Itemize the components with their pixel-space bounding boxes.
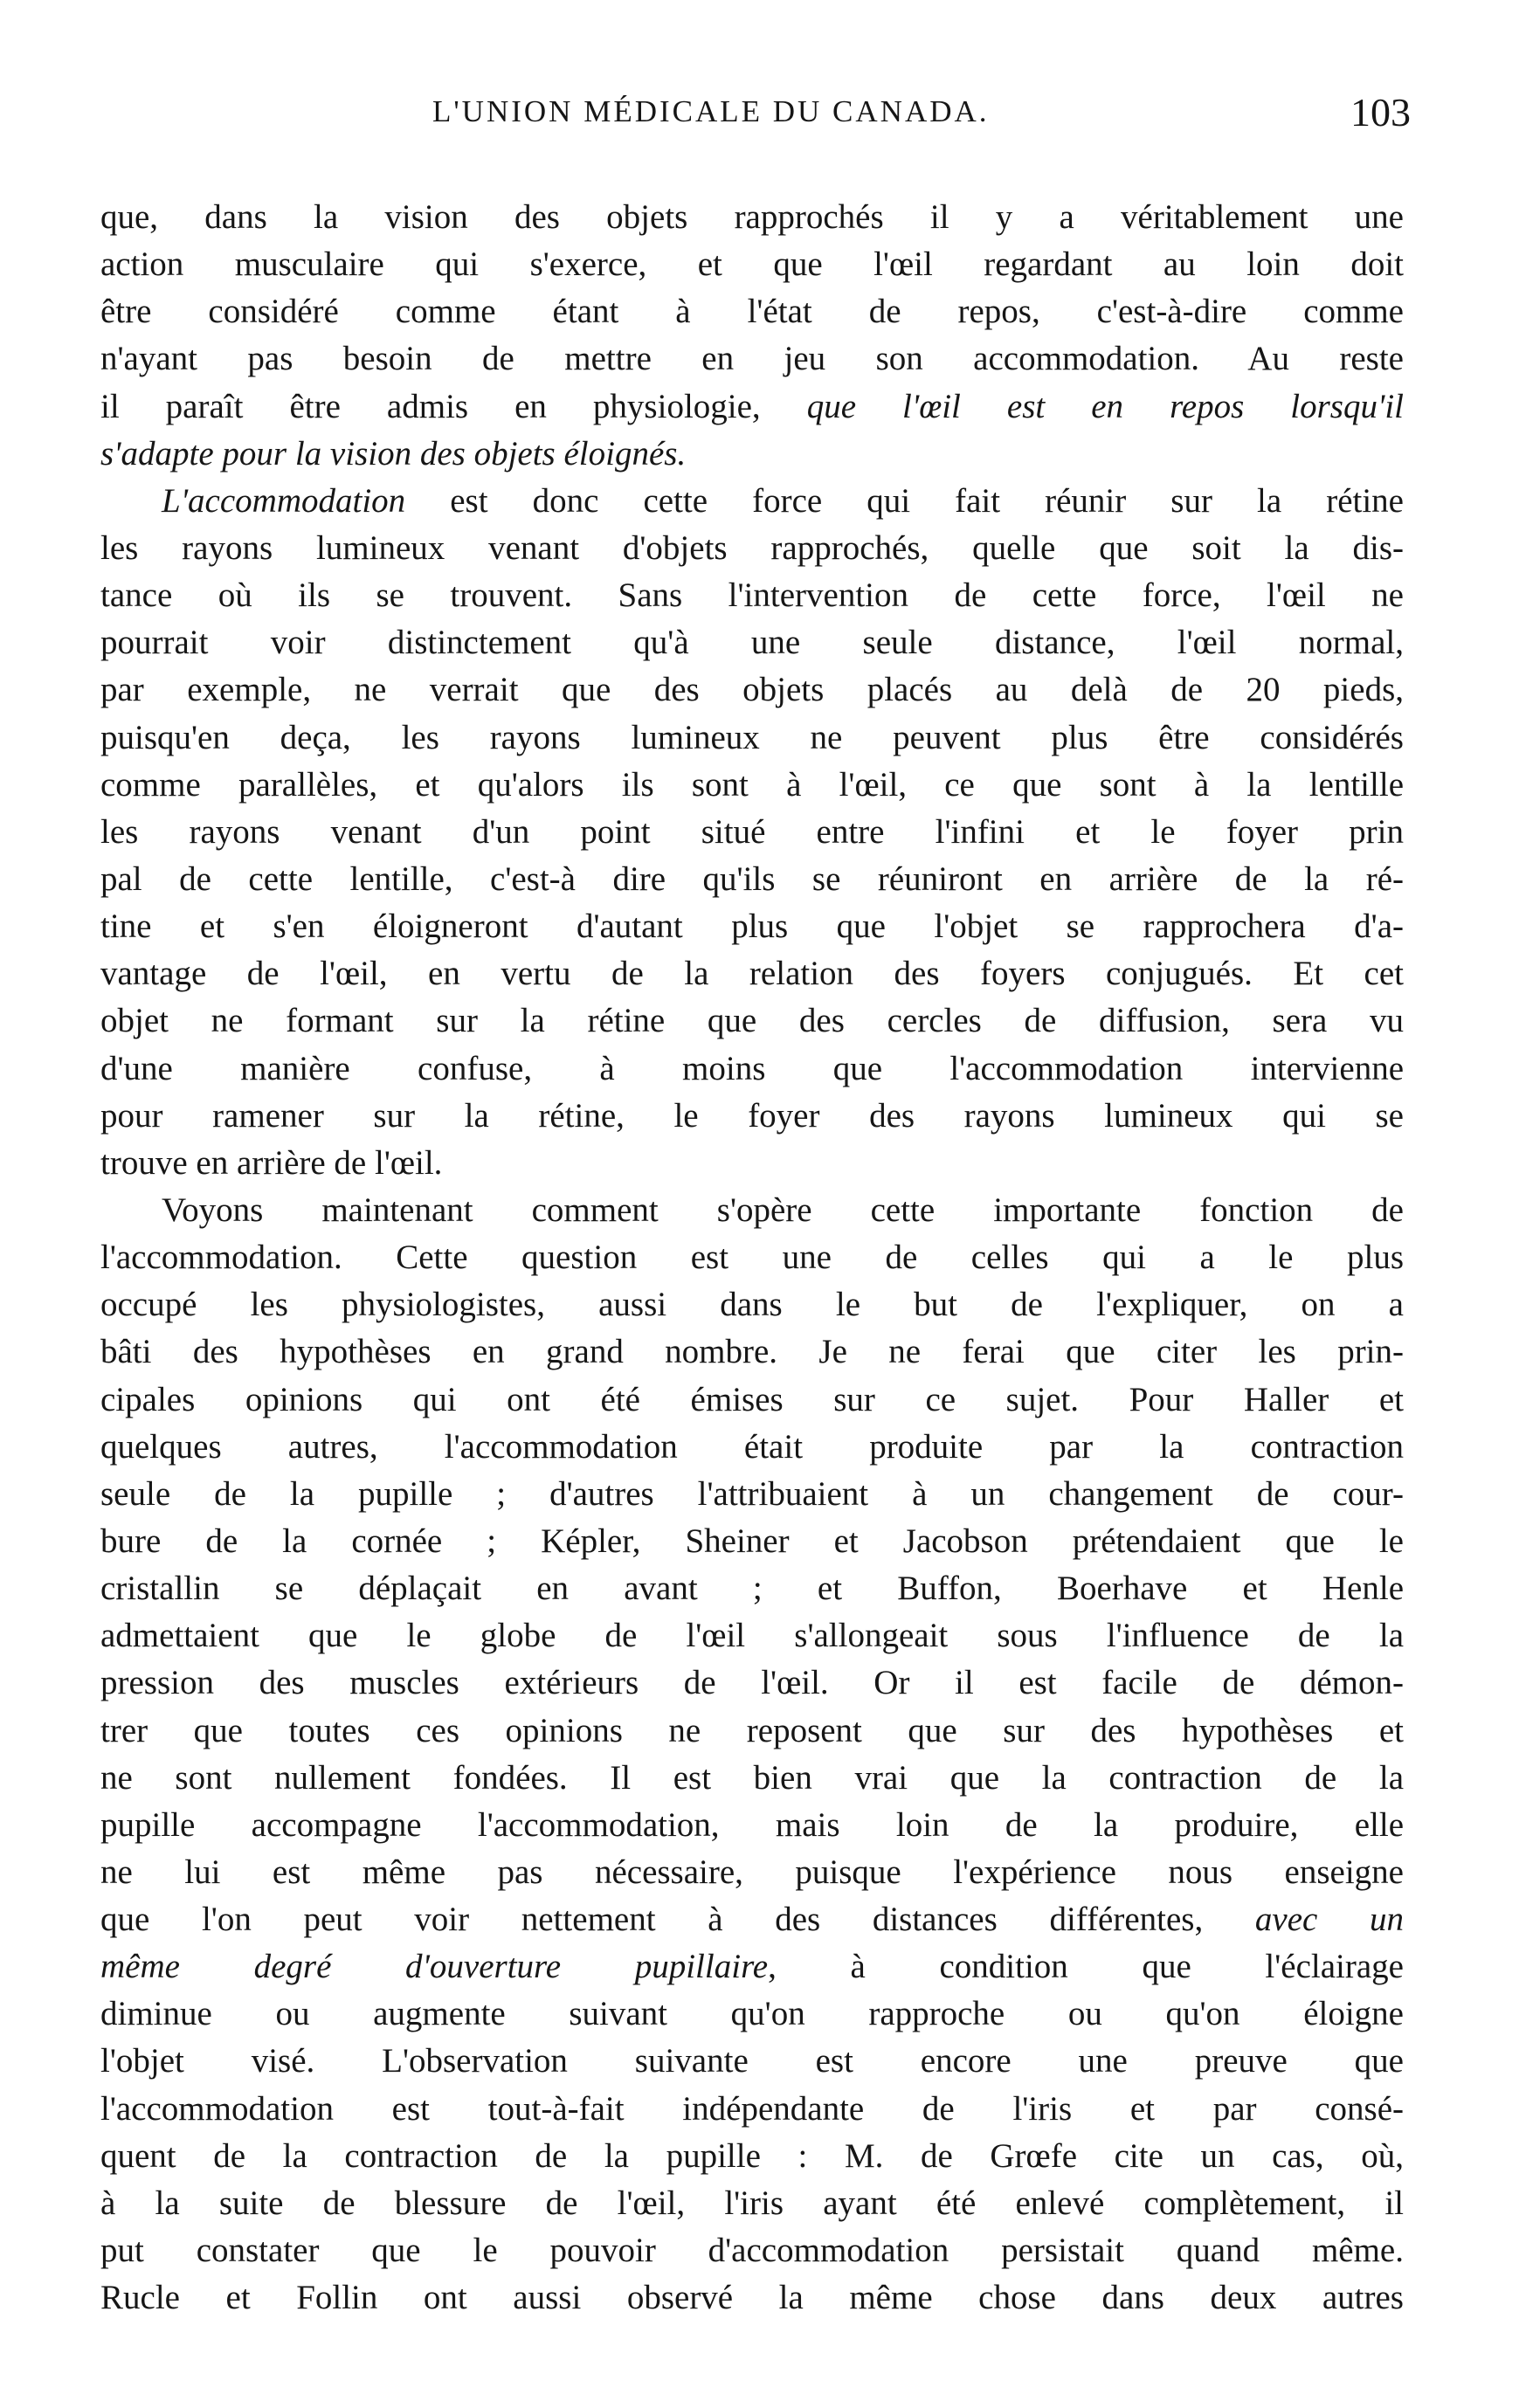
text-line (100, 1943, 1404, 1991)
text-line (100, 1376, 1404, 1424)
text-line (100, 762, 1404, 809)
text-line (100, 1281, 1404, 1328)
text-run: seule de la pupille ; d'autres l'attribuaient à un changement de cour- (100, 1474, 1404, 1513)
text-run: objet ne formant sur la rétine que des cercles de diffusion, sera vu (100, 1002, 1404, 1040)
text-run: pal de cette lentille, c'est-à dire qu'ils se réuniront en arrière de la ré- (100, 859, 1404, 898)
text-line (100, 1187, 1404, 1234)
text-line (100, 903, 1404, 950)
text-run: bure de la cornée ; Képler, Sheiner et Jacobson prétendaient que le (100, 1521, 1404, 1560)
text-line (100, 714, 1404, 762)
text-line (100, 666, 1404, 714)
italic-text-run: que l'œil est en repos lorsqu'il (806, 387, 1404, 425)
text-run: cipales opinions qui ont été émises sur ce sujet. Pour Haller et (100, 1380, 1404, 1418)
text-line (100, 809, 1404, 856)
text-line (100, 1471, 1404, 1518)
text-run: est donc cette force qui fait réunir sur la rétine (405, 481, 1404, 520)
text-run: , à condition que l'éclairage (768, 1948, 1404, 1986)
text-run: pression des muscles extérieurs de l'œil. Or il est facile de démon- (100, 1664, 1404, 1702)
italic-text-run: s'adapte pour la vision des objets éloignés. (100, 434, 687, 473)
text-run: tine et s'en éloigneront d'autant plus que l'objet se rapprochera d'a- (100, 907, 1404, 946)
text-line (100, 478, 1404, 525)
page-number: 103 (1350, 90, 1411, 135)
text-run: puisqu'en deça, les rayons lumineux ne peuvent plus être considérés (100, 718, 1404, 756)
text-line (100, 1565, 1404, 1612)
text-run: quelques autres, l'accommodation était produite par la contraction (100, 1427, 1404, 1466)
text-line (100, 1849, 1404, 1896)
text-run: à la suite de blessure de l'œil, l'iris ayant été enlevé complètement, il (100, 2184, 1404, 2222)
text-run: ne lui est même pas nécessaire, puisque l'expérience nous enseigne (100, 1853, 1404, 1891)
text-line (100, 2086, 1404, 2133)
text-line (100, 525, 1404, 572)
text-run: être considéré comme étant à l'état de repos, c'est-à-dire comme (100, 293, 1404, 331)
body-text (100, 194, 1404, 2322)
text-line (100, 1991, 1404, 2038)
text-line (100, 2133, 1404, 2180)
text-run: ne sont nullement fondées. Il est bien vrai que la contraction de la (100, 1758, 1404, 1797)
text-run: les rayons lumineux venant d'objets rapprochés, quelle que soit la dis- (100, 528, 1404, 567)
text-run: Rucle et Follin ont aussi observé la même chose dans deux autres (100, 2279, 1404, 2317)
text-run: Voyons maintenant comment s'opère cette importante fonction de (162, 1190, 1404, 1229)
text-run: vantage de l'œil, en vertu de la relation des foyers conjugués. Et cet (100, 955, 1404, 993)
text-run: l'objet visé. L'observation suivante est encore une preuve que (100, 2042, 1404, 2080)
text-line (100, 1896, 1404, 1943)
text-run: trouve en arrière de l'œil. (100, 1143, 443, 1182)
text-run: admettaient que le globe de l'œil s'allongeait sous l'influence de la (100, 1617, 1404, 1655)
text-line (100, 1755, 1404, 1802)
text-line (100, 335, 1404, 383)
text-line (100, 288, 1404, 335)
italic-text-run: L'accommodation (162, 481, 406, 520)
text-run: tance où ils se trouvent. Sans l'intervention de cette force, l'œil ne (100, 576, 1404, 615)
text-run: trer que toutes ces opinions ne reposent que sur des hypothèses et (100, 1711, 1404, 1749)
text-line (100, 950, 1404, 997)
text-line (100, 2180, 1404, 2227)
text-run: comme parallèles, et qu'alors ils sont à l'œil, ce que sont à la lentille (100, 765, 1404, 804)
italic-text-run: même degré d'ouverture pupillaire (100, 1948, 769, 1986)
text-line (100, 1659, 1404, 1707)
text-run: occupé les physiologistes, aussi dans le but de l'expliquer, on a (100, 1286, 1404, 1324)
text-line (100, 1093, 1404, 1140)
text-line (100, 1234, 1404, 1281)
text-run: l'accommodation. Cette question est une de celles qui a le plus (100, 1238, 1404, 1277)
text-run: pupille accompagne l'accommodation, mais loin de la produire, elle (100, 1805, 1404, 1844)
text-run: les rayons venant d'un point situé entre l'infini et le foyer prin (100, 812, 1404, 851)
text-line (100, 2227, 1404, 2274)
text-line (100, 997, 1404, 1045)
text-run: que, dans la vision des objets rapprochés il y a véritablement une (100, 198, 1404, 236)
text-run: bâti des hypothèses en grand nombre. Je ne ferai que citer les prin- (100, 1333, 1404, 1371)
text-line (100, 194, 1404, 241)
text-line (100, 1802, 1404, 1849)
text-run: cristallin se déplaçait en avant ; et Buffon, Boerhave et Henle (100, 1570, 1404, 1608)
text-run: quent de la contraction de la pupille : M. de Grœfe cite un cas, où, (100, 2136, 1404, 2175)
text-line (100, 241, 1404, 288)
text-line (100, 431, 1404, 478)
text-run: l'accommodation est tout-à-fait indépendante de l'iris et par consé- (100, 2089, 1404, 2128)
text-line (100, 572, 1404, 619)
text-line (100, 856, 1404, 903)
text-run: action musculaire qui s'exerce, et que l'œil regardant au loin doit (100, 245, 1404, 284)
text-line (100, 1612, 1404, 1659)
text-run: put constater que le pouvoir d'accommodation persistait quand même. (100, 2232, 1404, 2270)
text-run: n'ayant pas besoin de mettre en jeu son accommodation. Au reste (100, 340, 1404, 378)
text-run: pourrait voir distinctement qu'à une seule distance, l'œil normal, (100, 624, 1404, 662)
running-title: L'UNION MÉDICALE DU CANADA. (432, 94, 990, 128)
text-line (100, 2274, 1404, 2322)
text-line (100, 1708, 1404, 1755)
text-run: diminue ou augmente suivant qu'on rapproche ou qu'on éloigne (100, 1995, 1404, 2033)
text-run: d'une manière confuse, à moins que l'accommodation intervienne (100, 1049, 1404, 1087)
text-line (100, 2038, 1404, 2085)
text-line (100, 619, 1404, 666)
text-line (100, 1424, 1404, 1471)
text-run: par exemple, ne verrait que des objets placés au delà de 20 pieds, (100, 671, 1404, 709)
running-head (100, 90, 1411, 147)
text-run: il paraît être admis en physiologie, (100, 387, 807, 425)
text-line (100, 383, 1404, 431)
text-line (100, 1518, 1404, 1565)
text-run: que l'on peut voir nettement à des distances différentes, (100, 1901, 1255, 1939)
text-line (100, 1140, 1404, 1187)
text-line (100, 1328, 1404, 1376)
italic-text-run: avec un (1254, 1901, 1404, 1939)
text-run: pour ramener sur la rétine, le foyer des rayons lumineux qui se (100, 1096, 1404, 1135)
text-line (100, 1045, 1404, 1093)
